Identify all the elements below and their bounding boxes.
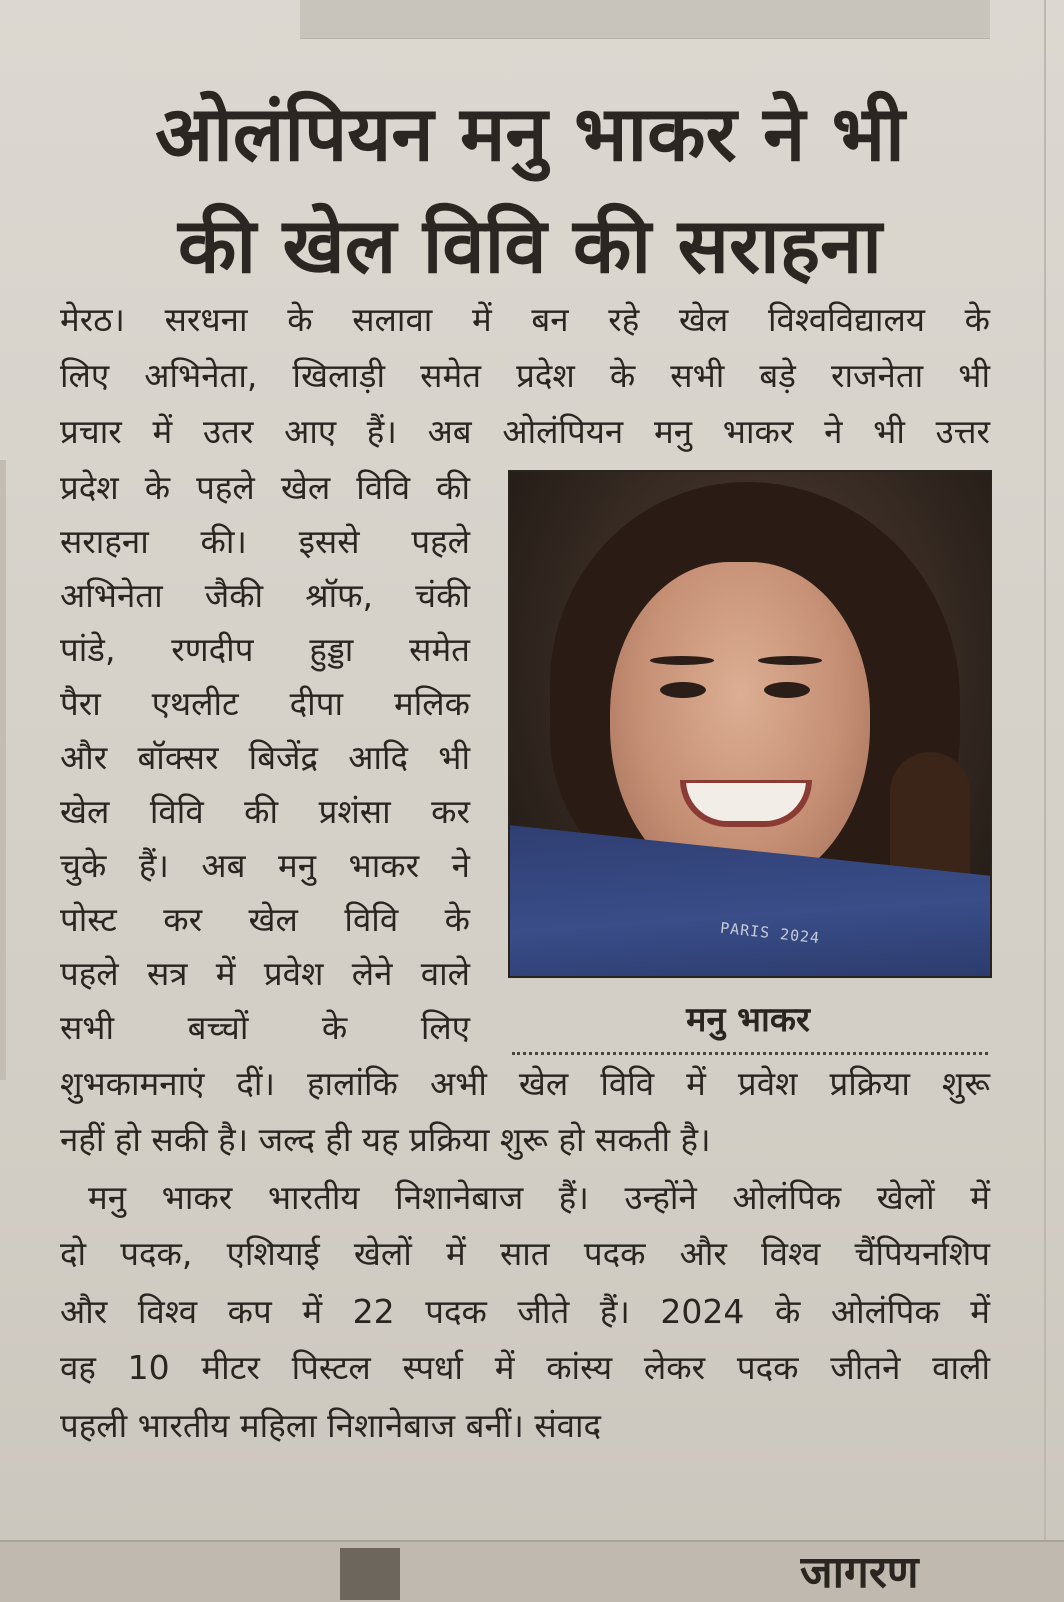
caption-dotted-rule [512,1052,988,1055]
body-line: प्रचार में उतर आए हैं। अब ओलंपियन मनु भाकर ने भी उत्तर [60,412,990,451]
photo-right-eye [764,682,810,698]
body-line: शुभकामनाएं दीं। हालांकि अभी खेल विवि में प्रवेश प्रक्रिया शुरू [60,1064,990,1103]
article-headline [60,78,1000,302]
photo-left-eyebrow [650,656,714,665]
body-column-line: सभी बच्चों के लिए [60,1008,470,1047]
bottom-adjacent-photo [340,1548,400,1600]
portrait-photo [508,470,992,978]
photo-left-eye [660,682,706,698]
body-column-line: अभिनेता जैकी श्रॉफ, चंकी [60,576,470,615]
bottom-partial-headline: जागरण [800,1547,919,1598]
body-line: मेरठ। सरधना के सलावा में बन रहे खेल विश्वविद्यालय के [60,300,990,339]
body-line: वह 10 मीटर पिस्टल स्पर्धा में कांस्य लेकर पदक जीतने वाली [60,1348,990,1387]
body-column-line: पोस्ट कर खेल विवि के [60,900,470,939]
body-column-line: चुके हैं। अब मनु भाकर ने [60,846,470,885]
photo-caption: मनु भाकर [686,1000,810,1040]
body-column-line: पहले सत्र में प्रवेश लेने वाले [60,954,470,993]
body-line: लिए अभिनेता, खिलाड़ी समेत प्रदेश के सभी बड़े राजनेता भी [60,356,990,395]
body-column-line: खेल विवि की प्रशंसा कर [60,792,470,831]
left-page-edge [0,460,6,1080]
body-column-line: पांडे, रणदीप हुड्डा समेत [60,630,470,669]
photo-ribbon-text: PARIS 2024 [719,918,821,948]
body-column-line: पैरा एथलीट दीपा मलिक [60,684,470,723]
body-column-line: प्रदेश के पहले खेल विवि की [60,468,470,507]
body-line: दो पदक, एशियाई खेलों में सात पदक और विश्व चैंपियनशिप [60,1234,990,1273]
top-adjacent-clipping [300,0,990,39]
body-column-line: सराहना की। इससे पहले [60,522,470,561]
page-fold-line [1044,0,1046,1560]
body-line: नहीं हो सकी है। जल्द ही यह प्रक्रिया शुरू हो सकती है। [60,1120,711,1159]
body-line: मनु भाकर भारतीय निशानेबाज हैं। उन्होंने ओलंपिक खेलों में [88,1178,990,1217]
body-line: पहली भारतीय महिला निशानेबाज बनीं। संवाद [60,1406,602,1445]
body-column-line: और बॉक्सर बिजेंद्र आदि भी [60,738,470,777]
headline-line-2: की खेल विवि की सराहना [178,201,882,290]
body-line: और विश्व कप में 22 पदक जीते हैं। 2024 के ओलंपिक में [60,1292,990,1331]
headline-line-1: ओलंपियन मनु भाकर ने भी [155,89,905,178]
photo-right-eyebrow [758,656,822,665]
